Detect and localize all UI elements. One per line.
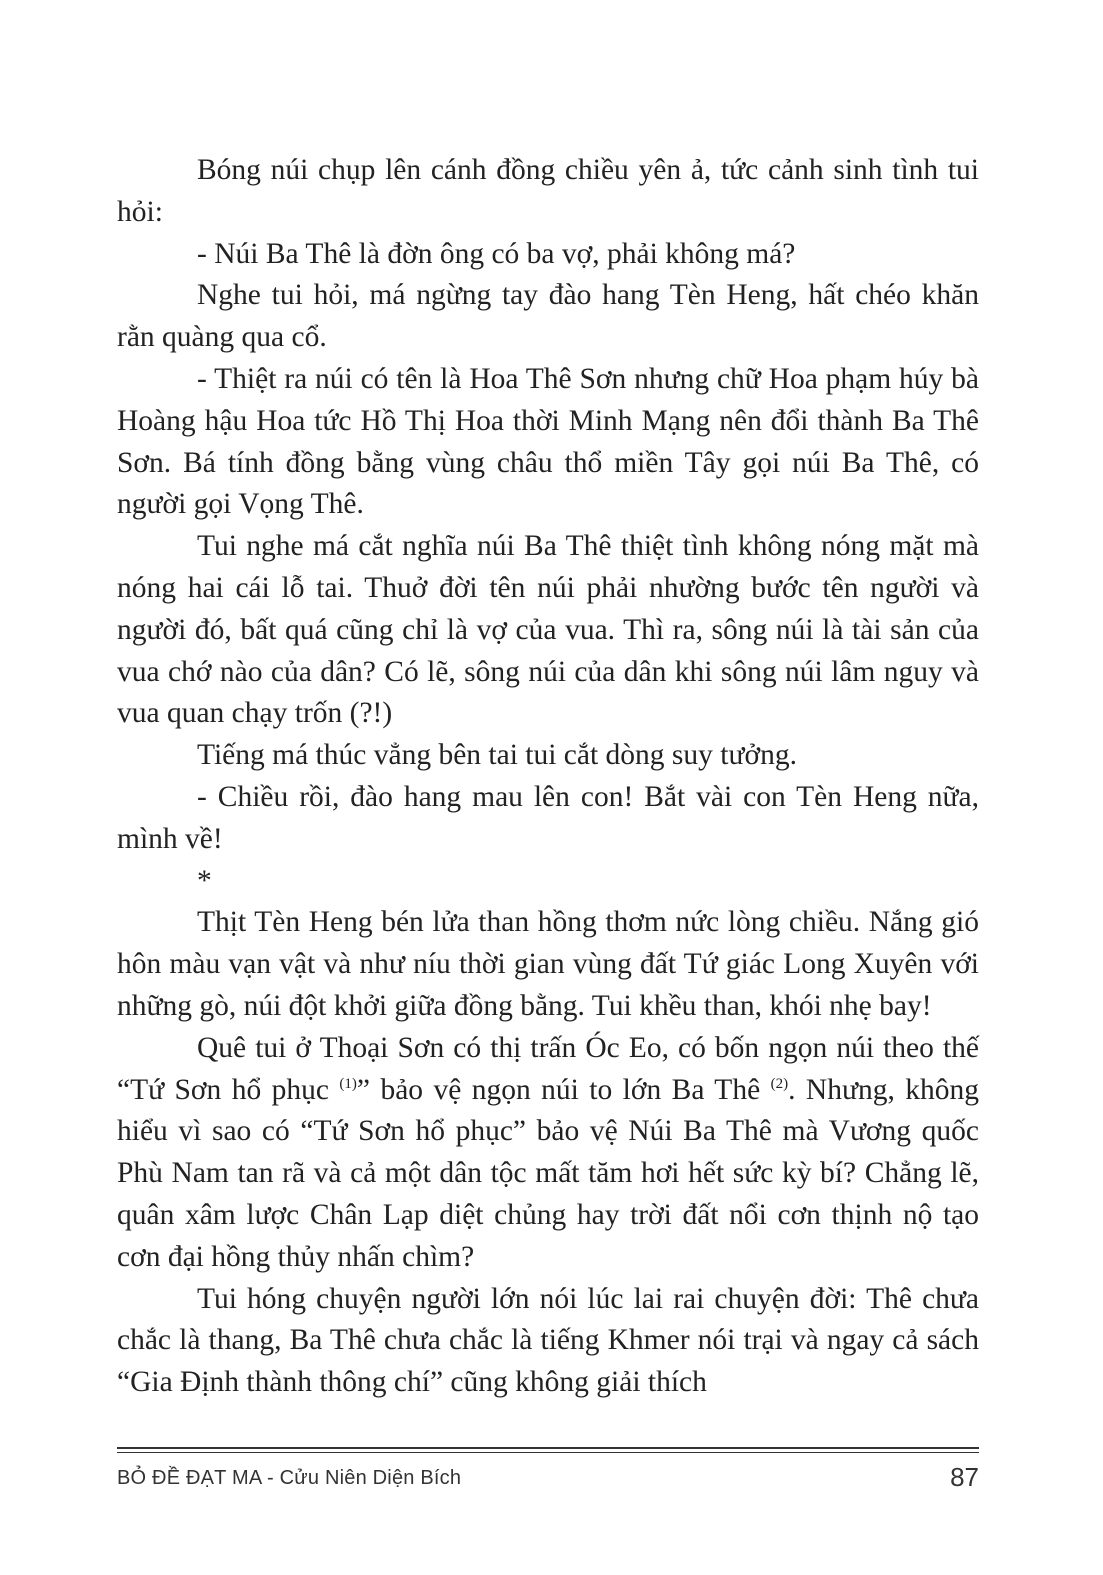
paragraph: Bóng núi chụp lên cánh đồng chiều yên ả, tức cảnh sinh tình tui hỏi: bbox=[117, 154, 979, 228]
footnote-marker-2: (2) bbox=[770, 1075, 789, 1092]
footer-rule-thick bbox=[117, 1447, 979, 1449]
paragraph: Thịt Tèn Heng bén lửa than hồng thơm nức lòng chiều. Nắng gió hôn màu vạn vật và như níu thời gian vùng đất Tứ giác Long Xuyên với những gò, núi đột khởi giữa đồng bằng. Tui khều than, khói nhẹ bay! bbox=[117, 906, 979, 1022]
footer-rule-thin bbox=[117, 1452, 979, 1453]
text-segment: Quê tui ở Thoại Sơn có thị trấn Óc Eo, có bốn ngọn núi theo thế “Tứ Sơn hổ phục bbox=[117, 1031, 979, 1106]
paragraph: Nghe tui hỏi, má ngừng tay đào hang Tèn Heng, hất chéo khăn rằn quàng qua cổ. bbox=[117, 279, 979, 354]
page-footer bbox=[117, 1462, 979, 1498]
paragraph: Tui hóng chuyện người lớn nói lúc lai rai chuyện đời: Thê chưa chắc là thang, Ba Thê chưa chắc là tiếng Khmer nói trại và ngay cả sách “Gia Định thành thông chí” cũng không giải thích bbox=[117, 1282, 979, 1399]
footnote-marker-1: (1) bbox=[339, 1075, 357, 1092]
paragraph-with-footnotes bbox=[117, 1028, 979, 1279]
text-segment: . Nhưng, không hiểu vì sao có “Tứ Sơn hổ phục” bảo vệ Núi Ba Thê mà Vương quốc Phù Nam tan rã và cả một dân tộc mất tăm hơi hết sức kỳ bí? Chẳng lẽ, quân xâm lược Chân Lạp diệt chủng hay trời đất nổi cơn thịnh nộ tạo cơn đại hồng thủy nhấn chìm? bbox=[117, 1073, 979, 1273]
paragraph: Tui nghe má cắt nghĩa núi Ba Thê thiệt tình không nóng mặt mà nóng hai cái lỗ tai. Thuở đời tên núi phải nhường bước tên người và người đó, bất quá cũng chỉ là vợ của vua. Thì ra, sông núi là tài sản của vua chớ nào của dân? Có lẽ, sông núi của dân khi sông núi lâm nguy và vua quan chạy trốn (?!) bbox=[117, 530, 979, 730]
dialogue-line: - Chiều rồi, đào hang mau lên con! Bắt vài con Tèn Heng nữa, mình về! bbox=[117, 780, 979, 855]
paragraph: Tiếng má thúc vẳng bên tai tui cắt dòng suy tưởng. bbox=[197, 739, 797, 772]
body-text bbox=[117, 150, 979, 1404]
page-number: 87 bbox=[950, 1462, 979, 1492]
text-segment: ” bảo vệ ngọn núi to lớn Ba Thê bbox=[356, 1073, 771, 1106]
dialogue-line: - Núi Ba Thê là đờn ông có ba vợ, phải không má? bbox=[197, 237, 796, 270]
dialogue-line: - Thiệt ra núi có tên là Hoa Thê Sơn nhưng chữ Hoa phạm húy bà Hoàng hậu Hoa tức Hồ Thị Hoa thời Minh Mạng nên đổi thành Ba Thê Sơn. Bá tính đồng bằng vùng châu thổ miền Tây gọi núi Ba Thê, có người gọi Vọng Thê. bbox=[117, 362, 979, 521]
running-footer-title: BỎ ĐỀ ĐẠT MA - Cửu Niên Diện Bích bbox=[117, 1467, 462, 1489]
section-separator: * bbox=[197, 864, 212, 897]
